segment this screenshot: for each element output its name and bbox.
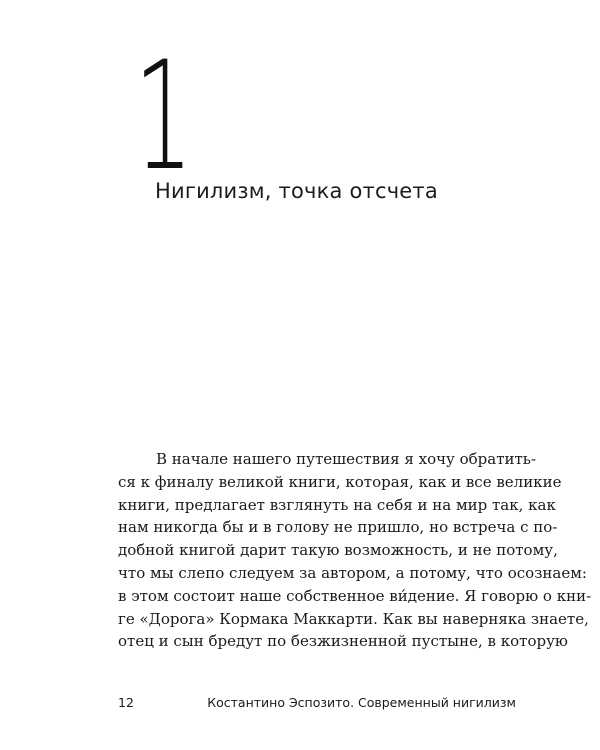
body-line: отец и сын бредут по безжизненной пустыне, в которую [118, 632, 568, 651]
body-line: В начале нашего путешествия я хочу обратить- [156, 450, 537, 468]
body-paragraph [118, 448, 592, 653]
body-line: в этом состоит наше собственное ви́дение. Я говорю о кни- [118, 586, 592, 605]
body-line: добной книгой дарит такую возможность, и не потому, [118, 541, 558, 560]
body-line: ся к финалу великой книги, которая, как и все великие [118, 472, 562, 491]
body-line: книги, предлагает взглянуть на себя и на мир так, как [118, 495, 556, 514]
body-line: нам никогда бы и в голову не пришло, но встреча с по- [118, 518, 558, 537]
page-number: 12 [118, 695, 134, 710]
chapter-title: Нигилизм, точка отсчета [155, 179, 438, 203]
body-line: ге «Дорога» Кормака Маккарти. Как вы наверняка знаете, [118, 609, 589, 628]
body-line: что мы слепо следуем за автором, а потому, что осознаем: [118, 563, 587, 582]
running-head: Костантино Эспозито. Современный нигилизм [207, 695, 516, 710]
chapter-number: 1 [134, 30, 192, 204]
